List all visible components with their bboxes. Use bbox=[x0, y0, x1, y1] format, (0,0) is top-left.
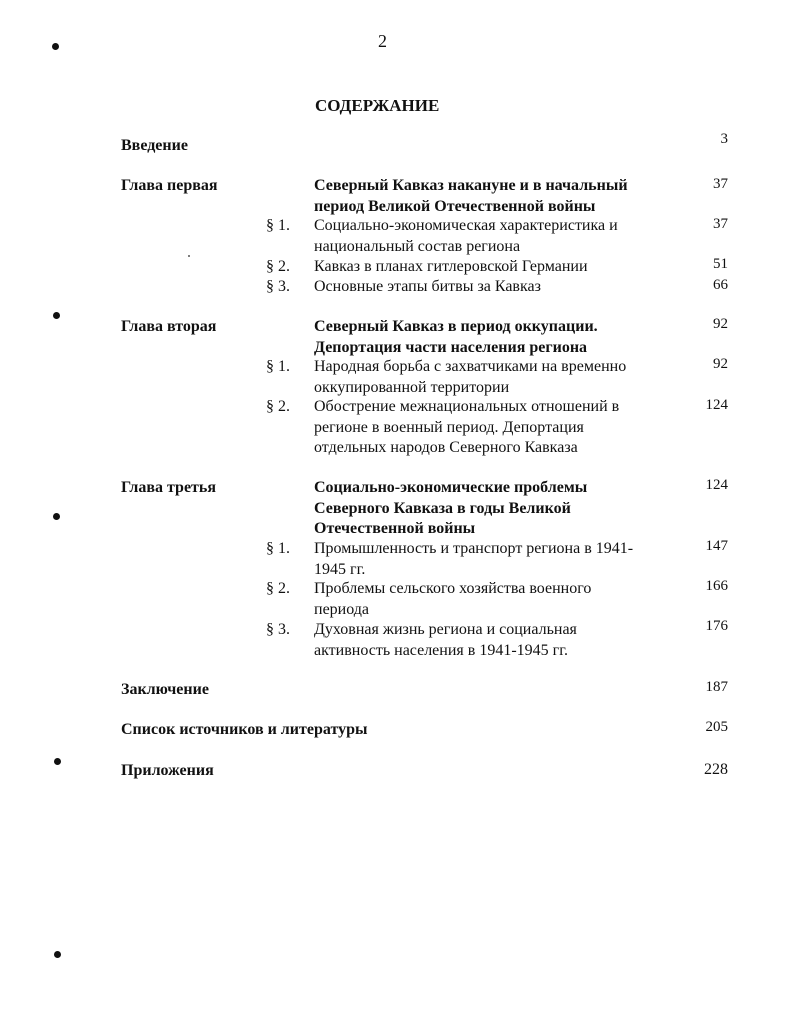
scan-mark bbox=[52, 43, 59, 50]
section-title-line: Духовная жизнь региона и социальная bbox=[314, 621, 577, 638]
section-title-line: Проблемы сельского хозяйства военного bbox=[314, 580, 592, 597]
section-title-line: Социально-экономическая характеристика и bbox=[314, 217, 618, 234]
chapter1-title bbox=[314, 176, 628, 217]
chapter2-section2-number: § 2. bbox=[266, 398, 290, 415]
scan-mark bbox=[53, 513, 60, 520]
section-title-line: оккупированной территории bbox=[314, 378, 510, 396]
toc-title: СОДЕРЖАНИЕ bbox=[315, 96, 440, 115]
chapter1-section1-number: § 1. bbox=[266, 217, 290, 234]
section-title-line: национальный состав региона bbox=[314, 237, 521, 255]
section-title-line: Промышленность и транспорт региона в 1941- bbox=[314, 540, 634, 557]
chapter2-page: 92 bbox=[713, 316, 728, 332]
chapter3-section3-page: 176 bbox=[705, 618, 728, 634]
chapter3-title-line: Отечественной войны bbox=[314, 520, 476, 537]
appendix-page: 228 bbox=[704, 761, 728, 778]
chapter1-section2-page: 51 bbox=[713, 256, 728, 272]
chapter1-title-line: Северный Кавказ накануне и в начальный bbox=[314, 177, 628, 194]
chapter3-section2-page: 166 bbox=[705, 578, 728, 594]
chapter3-section1-page: 147 bbox=[705, 538, 728, 554]
page-number: 2 bbox=[378, 31, 387, 51]
section-title-line: отдельных народов Северного Кавказа bbox=[314, 439, 578, 456]
chapter3-page: 124 bbox=[705, 477, 728, 493]
chapter1-section1-page: 37 bbox=[713, 216, 728, 232]
chapter2-label: Глава вторая bbox=[121, 318, 217, 335]
scan-mark bbox=[54, 758, 61, 765]
appendix-label: Приложения bbox=[121, 762, 214, 779]
chapter3-title bbox=[314, 478, 587, 540]
chapter2-section1-page: 92 bbox=[713, 356, 728, 372]
chapter3-section2-title bbox=[314, 579, 591, 620]
chapter1-section2-number: § 2. bbox=[266, 258, 290, 275]
sources-page: 205 bbox=[705, 719, 728, 735]
chapter1-section3-number: § 3. bbox=[266, 278, 290, 295]
chapter3-title-line: Северного Кавказа в годы Великой bbox=[314, 499, 571, 517]
chapter2-section2-page: 124 bbox=[705, 397, 728, 413]
sources-label: Список источников и литературы bbox=[121, 721, 368, 738]
section-title-line: активность населения в 1941-1945 гг. bbox=[314, 641, 568, 659]
chapter1-section1-title bbox=[314, 216, 618, 257]
chapter1-title-line: период Великой Отечественной войны bbox=[314, 197, 596, 215]
chapter2-title-line: Депортация части населения региона bbox=[314, 338, 588, 356]
chapter1-section2-title bbox=[314, 257, 588, 278]
chapter3-label: Глава третья bbox=[121, 479, 217, 496]
chapter1-section3-page: 66 bbox=[713, 277, 728, 293]
chapter3-section1-title bbox=[314, 539, 633, 580]
conclusion-label: Заключение bbox=[121, 681, 209, 698]
chapter3-section2-number: § 2. bbox=[266, 580, 290, 597]
section-title-line: Кавказ в планах гитлеровской Германии bbox=[314, 258, 588, 275]
chapter2-section1-title bbox=[314, 357, 626, 398]
chapter1-section3-title bbox=[314, 277, 541, 298]
intro-page: 3 bbox=[720, 131, 728, 147]
chapter3-section3-title bbox=[314, 620, 577, 661]
chapter2-title-line: Северный Кавказ в период оккупации. bbox=[314, 318, 598, 335]
intro-label: Введение bbox=[121, 137, 188, 154]
chapter3-title-line: Социально-экономические проблемы bbox=[314, 479, 588, 496]
chapter3-section1-number: § 1. bbox=[266, 540, 290, 557]
chapter3-section3-number: § 3. bbox=[266, 621, 290, 638]
chapter1-label: Глава первая bbox=[121, 177, 218, 194]
section-title-line: периода bbox=[314, 600, 370, 618]
section-title-line: Обострение межнациональных отношений в bbox=[314, 398, 620, 415]
section-title-line: 1945 гг. bbox=[314, 560, 366, 578]
section-title-line: регионе в военный период. Депортация bbox=[314, 418, 584, 436]
section-title-line: Народная борьба с захватчиками на временно bbox=[314, 358, 627, 375]
scan-mark bbox=[53, 312, 60, 319]
scan-speck bbox=[188, 255, 190, 257]
chapter2-section2-title bbox=[314, 397, 619, 459]
conclusion-page: 187 bbox=[705, 679, 728, 695]
section-title-line: Основные этапы битвы за Кавказ bbox=[314, 278, 541, 295]
chapter2-title bbox=[314, 317, 598, 358]
chapter1-page: 37 bbox=[713, 176, 728, 192]
chapter2-section1-number: § 1. bbox=[266, 358, 290, 375]
scan-mark bbox=[54, 951, 61, 958]
